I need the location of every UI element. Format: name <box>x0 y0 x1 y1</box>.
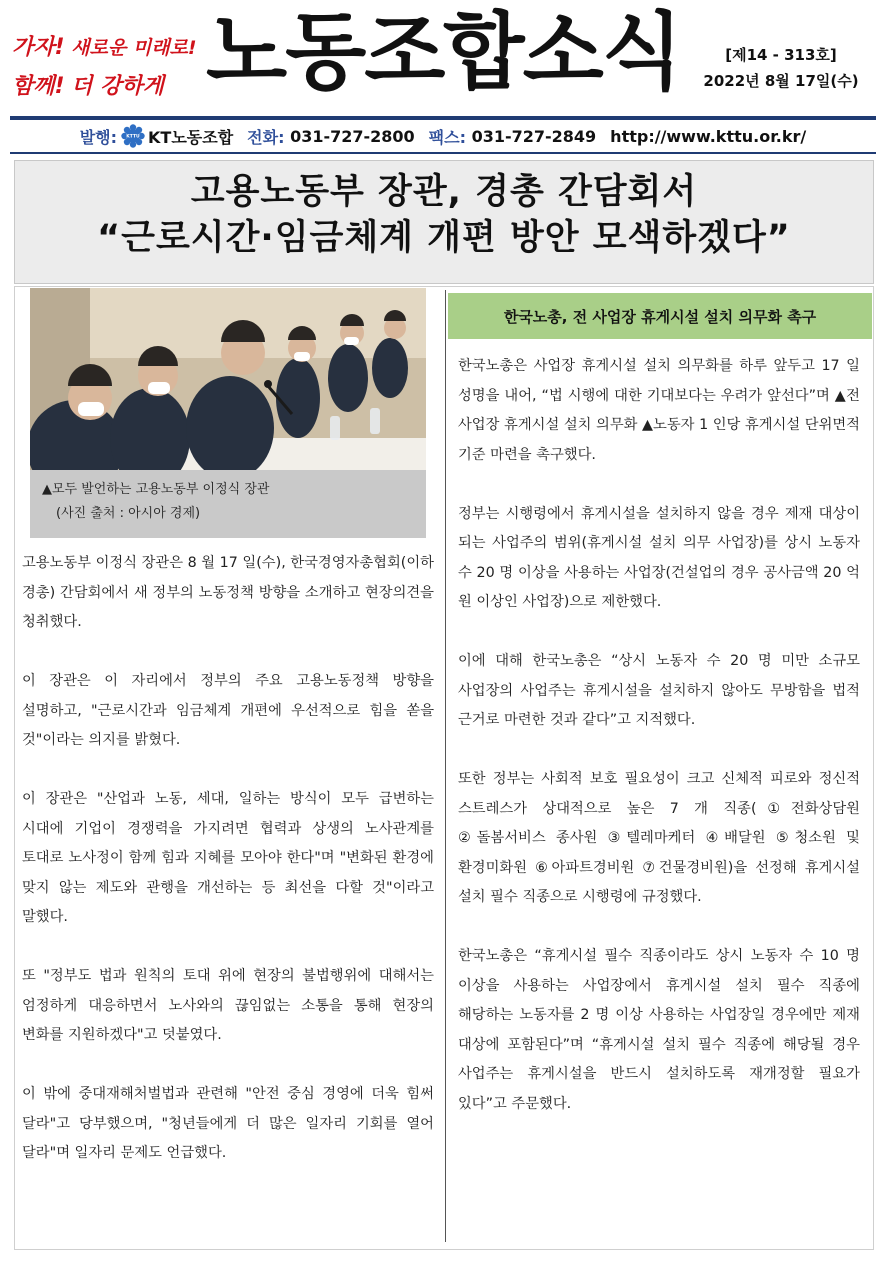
fax-number: 031-727-2849 <box>471 126 597 146</box>
column-divider <box>445 290 446 1242</box>
headline-line-1: 고용노동부 장관, 경총 간담회서 <box>190 172 698 212</box>
paragraph: 이 장관은 "산업과 노동, 세대, 일하는 방식이 모두 급변하는 시대에 기업이 경쟁력을 가지려면 협력과 상생의 노사관계를 토대로 노사정이 함께 힘과 지혜를 모아야 한다"며 "변화된 환경에 맞지 않는 제도와 관행을 개선하는 등 최선을 다할 것"이라고 말했다. <box>22 791 434 925</box>
issue-info <box>686 42 876 94</box>
paragraph: 이 밖에 중대재해처벌법과 관련해 "안전 중심 경영에 더욱 힘써 달라"고 당부했으며, "청년들에게 더 많은 일자리 기회를 열어 달라"며 일자리 문제도 언급했다. <box>22 1086 434 1161</box>
article-photo <box>30 288 426 470</box>
paragraph: 또 "정부도 법과 원칙의 토대 위에 현장의 불법행위에 대해서는 엄정하게 대응하면서 노사와의 끊임없는 소통을 통해 현장의 변화를 지원하겠다"고 덧붙였다. <box>22 968 434 1043</box>
side-article-title: 한국노총, 전 사업장 휴게시설 설치 의무화 촉구 <box>448 293 872 339</box>
slogan-line-1 <box>12 30 202 61</box>
caption-line-1: ▲모두 발언하는 고용노동부 이정식 장관 <box>42 482 270 497</box>
side-article <box>458 352 860 1149</box>
fax-label: 팩스: <box>428 127 466 147</box>
caption-line-2: (사진 출처 : 아시아 경제) <box>56 506 201 521</box>
website-link[interactable]: http://www.kttu.or.kr/ <box>610 126 807 146</box>
slogan-text: 새로운 미래로! <box>71 37 197 59</box>
paragraph: 한국노총은 “휴게시설 필수 직종이라도 상시 노동자 수 10 명 이상을 사용하는 사업장에서 휴게시설 설치 필수 직종에 해당하는 노동자를 2 명 이상 사용하는 사업장일 경우에만 제재 대상에 포함된다”며 “휴게시설 설치 필수 직종에 해당될 경우 사업주는 휴게시설을 반드시 설치하도록 재개정할 필요가 있다”고 주문했다. <box>458 948 860 1112</box>
slogan-line-2 <box>12 69 202 100</box>
main-article <box>22 549 434 1198</box>
slogan-text: 더 강하게 <box>71 74 164 99</box>
newsletter-title: 노동조합소식 <box>206 3 681 101</box>
publisher-bar <box>10 121 876 151</box>
headline-line-2: “근로시간·임금체계 개편 방안 모색하겠다” <box>97 218 791 258</box>
paragraph: 한국노총은 사업장 휴게시설 설치 의무화를 하루 앞두고 17 일 성명을 내어, “법 시행에 대한 기대보다는 우려가 앞선다”며 ▲전 사업장 휴게시설 설치 의무화 ▲노동자 1 인당 휴게시설 단위면적 기준 마련을 촉구했다. <box>458 358 860 463</box>
paragraph: 정부는 시행령에서 휴게시설을 설치하지 않을 경우 제재 대상이 되는 사업주의 범위(휴게시설 설치 의무 사업장)를 상시 노동자 수 20 명 이상을 사용하는 사업장(건설업의 경우 공사금액 20 억 원 이상인 사업장)으로 제한했다. <box>458 505 860 610</box>
paragraph: 또한 정부는 사회적 보호 필요성이 크고 신체적 피로와 정신적 스트레스가 상대적으로 높은 7 개 직종(①전화상담원 ②돌봄서비스 종사원 ③텔레마케터 ④배달원 ⑤청소원 및 환경미화원 ⑥아파트경비원 ⑦건물경비원)을 선정해 휴게시설 설치 필수 직종으로 시행령에 규정했다. <box>458 771 860 905</box>
header-rule-bottom <box>10 152 876 154</box>
publisher-label: 발행: <box>79 127 118 147</box>
kttu-logo-icon <box>121 124 145 148</box>
paragraph: 이 장관은 이 자리에서 정부의 주요 고용노동정책 방향을 설명하고, "근로시간과 임금체계 개편에 우선적으로 힘을 쏟을 것"이라는 의지를 밝혔다. <box>22 673 434 748</box>
svg-text:KTTU: KTTU <box>126 134 140 140</box>
slogan <box>12 30 202 100</box>
phone-label: 전화: <box>247 127 285 147</box>
issue-date: 2022년 8월 17일(수) <box>703 72 859 90</box>
photo-caption <box>30 470 426 538</box>
slogan-text: 함께! <box>12 74 65 99</box>
header-rule <box>10 116 876 120</box>
publisher-name: KT노동조합 <box>148 127 234 147</box>
headline-box <box>14 160 874 284</box>
paragraph: 고용노동부 이정식 장관은 8 월 17 일(수), 한국경영자총협회(이하 경총) 간담회에서 새 정부의 노동정책 방향을 소개하고 현장의견을 청취했다. <box>22 555 434 630</box>
paragraph: 이에 대해 한국노총은 “상시 노동자 수 20 명 미만 소규모 사업장의 사업주는 휴게시설을 설치하지 않아도 무방함을 법적 근거로 마련한 것과 같다”고 지적했다. <box>458 653 860 728</box>
issue-number: [제14 - 313호] <box>725 46 837 64</box>
phone-number[interactable]: 031-727-2800 <box>290 126 415 146</box>
slogan-text: 가자! <box>12 35 65 60</box>
